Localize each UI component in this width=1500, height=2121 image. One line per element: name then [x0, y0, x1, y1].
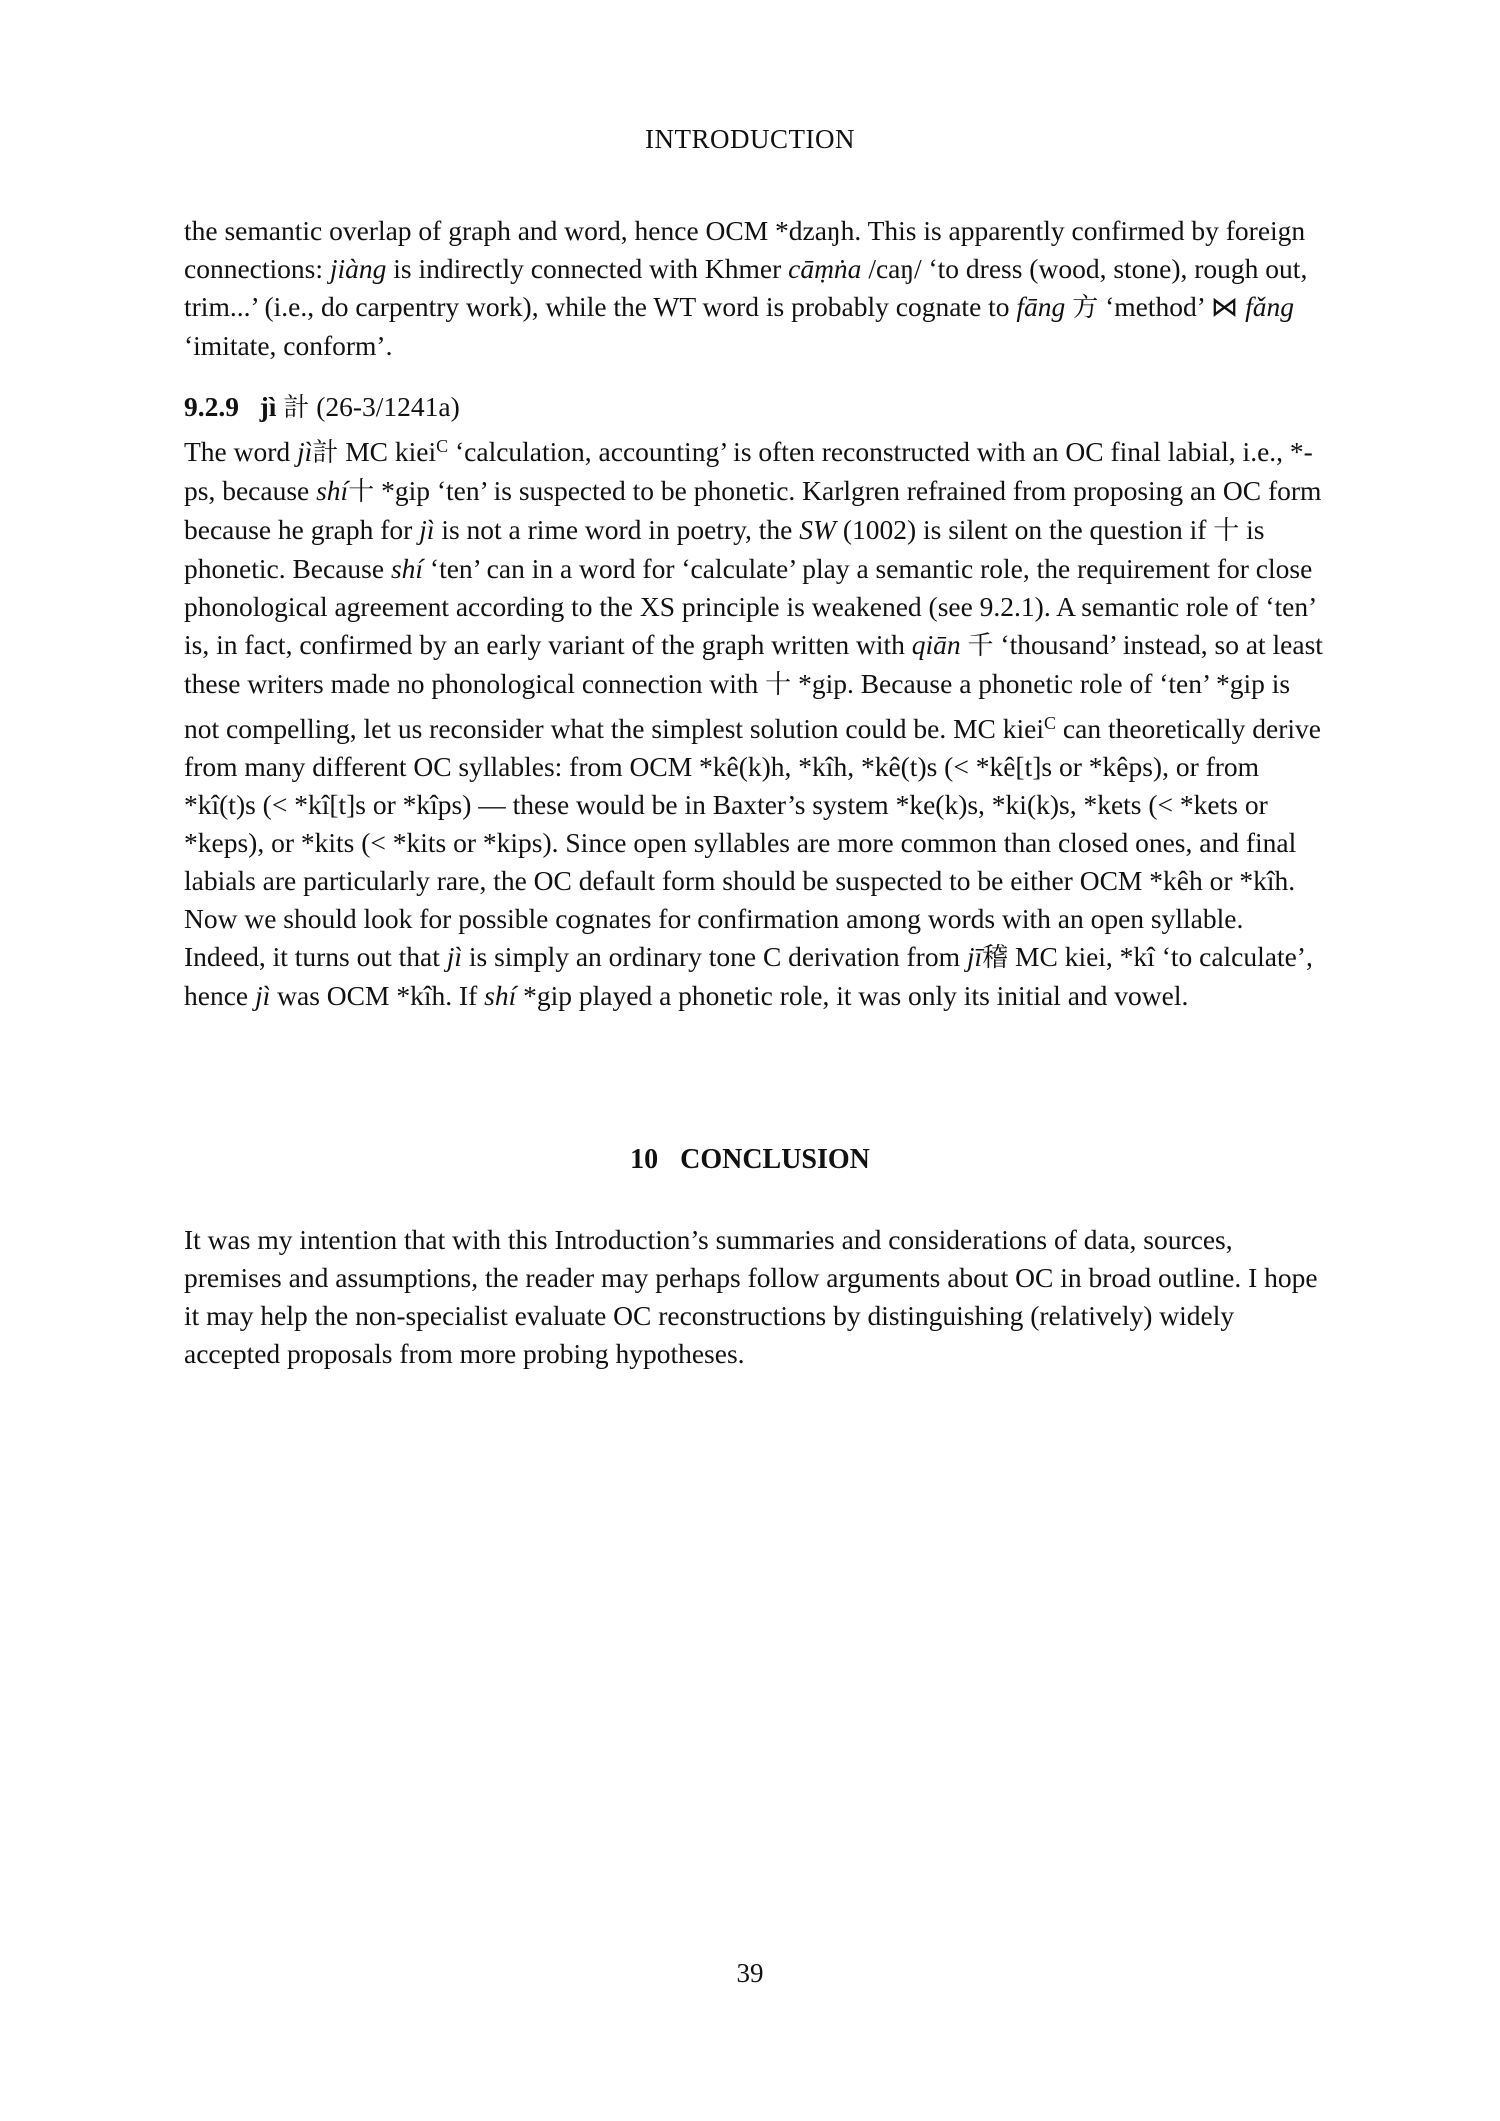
conclusion-text: It was my intention that with this Introduction’s summaries and considerations of data, sources, premises and assumptions, the reader may perhaps follow arguments about OC in broad outline. I hope it may help the non-specialist evaluate OC reconstructions by distinguishing (relatively) widely accepted proposals from more probing hypotheses.: [184, 1224, 1318, 1369]
page-number: 39: [736, 1958, 764, 1988]
source-abbreviation: SW: [799, 514, 836, 545]
text-run: the semantic overlap of graph and word, hence OCM *dzaŋh. This is apparently confirmed by foreign connections:: [184, 215, 1306, 284]
text-run: /caŋ/ ‘to dress (wood, stone), rough out, trim...’ (i.e., do carpentry work), while the WT word is probably cognate to: [184, 253, 1308, 322]
pinyin-term: fāng: [1016, 291, 1066, 322]
text-run: The word: [184, 436, 298, 467]
text-run: ‘ten’ can in a word for ‘calculate’ play a semantic role, the requirement for close phonological agreement according to the XS principle is weakened (see 9.2.1). A semantic role of ‘ten’ is, in fact, confirmed by an early variant of the graph written with: [184, 553, 1316, 660]
text-run: MC kiei: [338, 436, 437, 467]
text-run: ‘thousand’ instead, so at least these writers made no phonological connection with: [184, 629, 1323, 699]
chapter-title: CONCLUSION: [680, 1144, 870, 1175]
section-reference: (26-3/1241a): [316, 391, 460, 422]
pinyin-term: shí: [390, 553, 424, 584]
pinyin-term: jì: [297, 436, 313, 467]
pinyin-term: fǎng: [1245, 291, 1294, 322]
pinyin-term: shí: [484, 980, 517, 1011]
chinese-character: 十: [348, 477, 375, 507]
section-paragraph: [184, 427, 1324, 1015]
chinese-character: 十: [1213, 516, 1240, 546]
running-head: INTRODUCTION: [645, 124, 855, 154]
text-run: is not a rime word in poetry, the: [434, 514, 800, 545]
pinyin-term: jì: [419, 514, 435, 545]
pinyin-term: jiàng: [329, 253, 387, 284]
text-run: can theoretically derive from many different OC syllables: from OCM *kê(k)h, *kîh, *kê(t)s (< *kê[t]s or *kêps), or from *kî(t)s (< *kî[t]s or *kîps) — these would be in Baxter’s system *ke(k)s, *ki(k)s, *kets (< *kets or *keps), or *kits (< *kits or *kips). Since open syllables are more common than closed ones, and final labials are particularly rare, the OC default form should be suspected to be either OCM *kêh or *kîh. Now we should look for possible cognates for confirmation among words with an open syllable. Indeed, it turns out that: [184, 713, 1321, 972]
conclusion-paragraph: [184, 1221, 1324, 1373]
text-run: is simply an ordinary tone C derivation from: [462, 941, 967, 972]
khmer-term: cāṃṅa: [788, 253, 862, 284]
text-run: is phonetic. Because: [184, 514, 1265, 584]
chinese-character: 十: [765, 670, 792, 700]
section-word: jì: [259, 391, 277, 422]
cognate-symbol: ⋈: [1210, 291, 1239, 322]
text-run: *gip played a phonetic role, it was only its initial and vowel.: [516, 980, 1189, 1011]
text-run: is indirectly connected with Khmer: [386, 253, 789, 284]
pinyin-term: jì: [446, 941, 463, 972]
section-9-2-9: [184, 388, 1324, 1015]
text-run: *gip. Because a phonetic role of ‘ten’ *gip is not compelling, let us reconsider what the simplest solution could be. MC kiei: [184, 668, 1291, 744]
chinese-character: 計: [312, 438, 339, 468]
text-run: *gip ‘ten’ is suspected to be phonetic. Karlgren refrained from proposing an OC form because he graph for: [184, 475, 1322, 545]
pinyin-term: shí: [316, 475, 349, 506]
tone-superscript: C: [436, 436, 449, 456]
tone-superscript: C: [1044, 713, 1057, 733]
pinyin-term: jī: [966, 941, 983, 972]
section-heading: [184, 388, 1324, 427]
chinese-character: 稽: [982, 943, 1009, 973]
text-run: MC kiei, *kî ‘to calculate’, hence: [184, 941, 1313, 1011]
text-run: ‘calculation, accounting’ is often reconstructed with an OC final labial, i.e., *-ps, because: [184, 436, 1313, 506]
chapter-number: 10: [630, 1144, 659, 1175]
pinyin-term: qiān: [911, 629, 961, 660]
chinese-character: 方: [1072, 293, 1099, 323]
pinyin-term: jì: [255, 980, 271, 1011]
text-run: (1002) is silent on the question if: [835, 514, 1214, 545]
text-run: was OCM *kîh. If: [270, 980, 485, 1011]
text-run: ‘method’: [1098, 291, 1211, 322]
text-run: ‘imitate, conform’.: [184, 330, 393, 361]
chapter-heading: [0, 1144, 1500, 1176]
paragraph-continued: [184, 212, 1324, 365]
section-number: 9.2.9: [184, 391, 239, 422]
chinese-character: 千: [967, 631, 994, 661]
chinese-character: 計: [283, 393, 310, 423]
